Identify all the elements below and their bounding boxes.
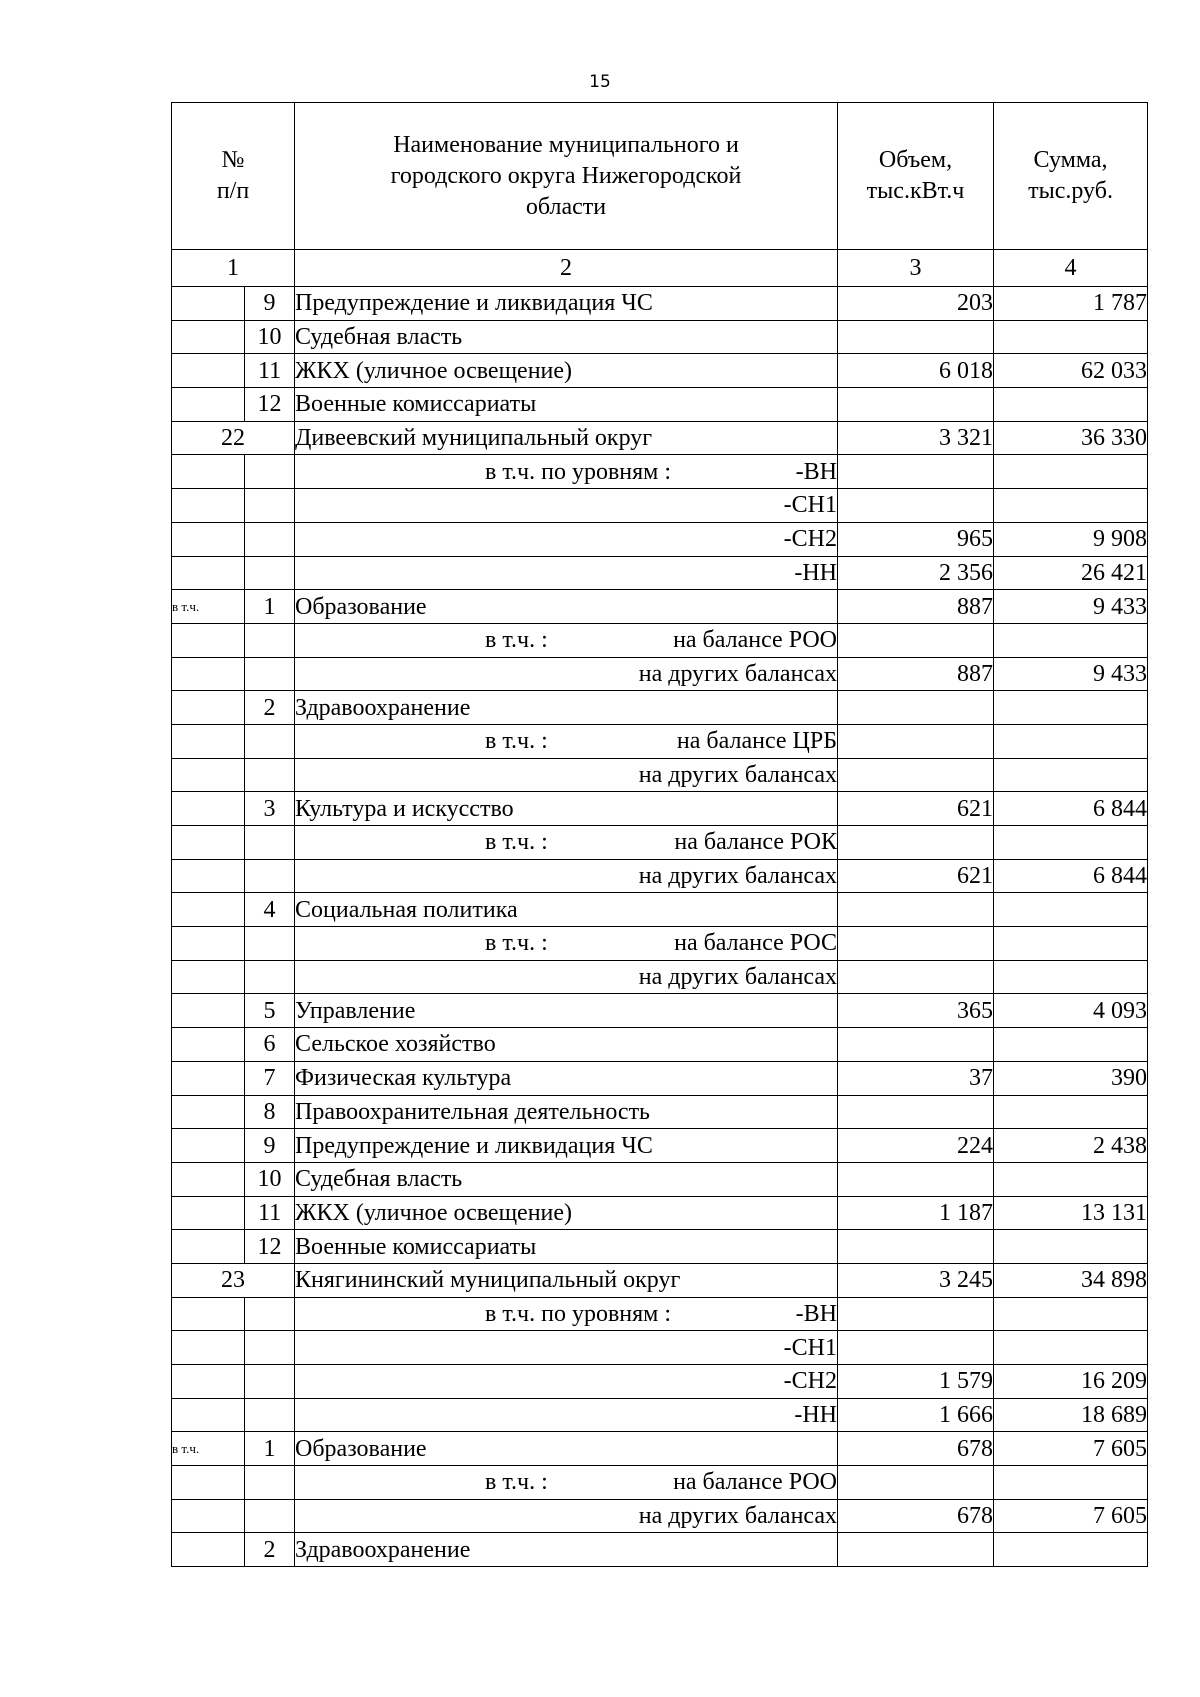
row-sub-name: [295, 455, 838, 489]
row-sum: 6 844: [994, 859, 1148, 893]
row-item-number: 9: [245, 1129, 295, 1163]
row-sum: 4 093: [994, 994, 1148, 1028]
row-note: [172, 1466, 245, 1500]
row-item-number: [245, 1297, 295, 1331]
row-item-number: [245, 657, 295, 691]
row-name: ЖКХ (уличное освещение): [295, 354, 838, 388]
row-sum: [994, 724, 1148, 758]
header-num: № п/п: [172, 103, 295, 250]
row-note: [172, 1331, 245, 1365]
row-sub-value: -НН: [794, 559, 838, 586]
table-row: [172, 1466, 1148, 1500]
row-volume: 6 018: [838, 354, 994, 388]
row-sum: [994, 1297, 1148, 1331]
table-row: [172, 927, 1148, 961]
row-name: Образование: [295, 1432, 838, 1466]
row-sub-value: -СН2: [783, 526, 838, 553]
table-row: [172, 657, 1148, 691]
row-volume: 365: [838, 994, 994, 1028]
row-volume: 2 356: [838, 556, 994, 590]
row-sub-name: [295, 1466, 838, 1500]
table-row: [172, 1398, 1148, 1432]
row-volume: 1 187: [838, 1196, 994, 1230]
table-row: [172, 1499, 1148, 1533]
row-item-number: [245, 1466, 295, 1500]
row-name: Здравоохранение: [295, 691, 838, 725]
row-note: [172, 1028, 245, 1062]
row-sub-name: [295, 1365, 838, 1399]
row-volume: 37: [838, 1061, 994, 1095]
row-item-number: 10: [245, 320, 295, 354]
row-sum: [994, 1533, 1148, 1567]
table-row: [172, 287, 1148, 321]
row-item-number: [245, 1365, 295, 1399]
row-note: [172, 758, 245, 792]
row-item-number: [245, 758, 295, 792]
row-note: [172, 826, 245, 860]
row-note: [172, 489, 245, 523]
row-item-number: 7: [245, 1061, 295, 1095]
table-row: [172, 1297, 1148, 1331]
row-volume: 678: [838, 1432, 994, 1466]
table-row: [172, 1095, 1148, 1129]
table-row: [172, 1365, 1148, 1399]
row-sum: [994, 1095, 1148, 1129]
table-row: [172, 960, 1148, 994]
table-row: [172, 522, 1148, 556]
district-number: 22: [172, 421, 295, 455]
row-sub-value: на других балансах: [638, 863, 838, 890]
row-sum: 18 689: [994, 1398, 1148, 1432]
row-note: [172, 691, 245, 725]
row-item-number: 6: [245, 1028, 295, 1062]
row-sum: 7 605: [994, 1499, 1148, 1533]
table-row: [172, 826, 1148, 860]
column-number: 3: [838, 250, 994, 287]
row-volume: [838, 1331, 994, 1365]
row-sum: [994, 1466, 1148, 1500]
row-volume: 3 321: [838, 421, 994, 455]
row-sub-name: [295, 1499, 838, 1533]
table-row: [172, 1263, 1148, 1297]
row-sub-name: [295, 522, 838, 556]
row-item-number: 10: [245, 1162, 295, 1196]
row-sum: [994, 623, 1148, 657]
row-name: Здравоохранение: [295, 1533, 838, 1567]
row-sum: 13 131: [994, 1196, 1148, 1230]
row-sub-value: на других балансах: [638, 660, 838, 687]
row-item-number: [245, 1398, 295, 1432]
row-sub-value: на балансе РОО: [673, 1469, 838, 1496]
row-volume: 621: [838, 859, 994, 893]
row-item-number: 12: [245, 1230, 295, 1264]
row-item-number: 11: [245, 1196, 295, 1230]
row-note: [172, 354, 245, 388]
row-sub-value: -ВН: [795, 1300, 838, 1327]
row-sum: [994, 1230, 1148, 1264]
row-sum: 1 787: [994, 287, 1148, 321]
header-row: [172, 103, 1148, 250]
row-name: Управление: [295, 994, 838, 1028]
row-note: [172, 623, 245, 657]
row-sub-value: на балансе ЦРБ: [676, 728, 838, 755]
row-sub-value: -НН: [794, 1402, 838, 1429]
district-number: 23: [172, 1263, 295, 1297]
row-sub-name: [295, 556, 838, 590]
row-volume: [838, 623, 994, 657]
table-row: [172, 1196, 1148, 1230]
row-sub-value: на балансе РОО: [673, 627, 838, 654]
row-note: [172, 388, 245, 422]
row-item-number: 5: [245, 994, 295, 1028]
row-note: [172, 287, 245, 321]
row-sub-value: на других балансах: [638, 1503, 838, 1530]
row-name: Предупреждение и ликвидация ЧС: [295, 287, 838, 321]
row-sum: 26 421: [994, 556, 1148, 590]
row-sub-lead: в т.ч. :: [485, 627, 548, 654]
row-sub-name: [295, 489, 838, 523]
row-sum: 62 033: [994, 354, 1148, 388]
row-sub-name: [295, 927, 838, 961]
table-row: [172, 758, 1148, 792]
row-name: ЖКХ (уличное освещение): [295, 1196, 838, 1230]
row-note: в т.ч.: [172, 590, 245, 624]
row-item-number: [245, 556, 295, 590]
table-row: [172, 354, 1148, 388]
row-sum: 16 209: [994, 1365, 1148, 1399]
row-item-number: [245, 960, 295, 994]
row-item-number: 2: [245, 691, 295, 725]
row-name: Предупреждение и ликвидация ЧС: [295, 1129, 838, 1163]
row-note: [172, 1398, 245, 1432]
row-sum: [994, 455, 1148, 489]
table-row: [172, 1230, 1148, 1264]
row-item-number: 9: [245, 287, 295, 321]
table-row: [172, 1533, 1148, 1567]
row-item-number: [245, 724, 295, 758]
row-note: [172, 1297, 245, 1331]
row-sub-name: [295, 758, 838, 792]
row-note: [172, 859, 245, 893]
row-volume: [838, 893, 994, 927]
row-item-number: [245, 489, 295, 523]
row-sub-name: [295, 623, 838, 657]
row-note: [172, 1230, 245, 1264]
row-note: [172, 1365, 245, 1399]
table-row: [172, 556, 1148, 590]
row-note: [172, 556, 245, 590]
table-row: [172, 623, 1148, 657]
row-sub-value: на балансе РОК: [674, 829, 838, 856]
row-note: [172, 792, 245, 826]
table-row: [172, 1162, 1148, 1196]
row-item-number: 1: [245, 1432, 295, 1466]
row-sum: [994, 893, 1148, 927]
column-number: 2: [295, 250, 838, 287]
row-volume: [838, 927, 994, 961]
row-sum: [994, 960, 1148, 994]
table-row: [172, 421, 1148, 455]
row-item-number: [245, 623, 295, 657]
row-item-number: [245, 826, 295, 860]
row-sub-name: [295, 1297, 838, 1331]
row-sum: [994, 927, 1148, 961]
table-row: [172, 1028, 1148, 1062]
table-row: [172, 1061, 1148, 1095]
row-sum: 390: [994, 1061, 1148, 1095]
row-volume: [838, 691, 994, 725]
row-note: [172, 1095, 245, 1129]
row-note: [172, 994, 245, 1028]
row-sum: [994, 1162, 1148, 1196]
row-note: [172, 1533, 245, 1567]
row-name: Военные комиссариаты: [295, 388, 838, 422]
row-sub-lead: в т.ч. :: [485, 1469, 548, 1496]
row-volume: 965: [838, 522, 994, 556]
row-volume: [838, 724, 994, 758]
row-sub-value: на балансе РОС: [674, 930, 838, 957]
row-item-number: [245, 1331, 295, 1365]
table-row: [172, 590, 1148, 624]
row-volume: [838, 1095, 994, 1129]
row-sub-value: -ВН: [795, 458, 838, 485]
row-sum: [994, 489, 1148, 523]
row-note: [172, 522, 245, 556]
row-volume: 621: [838, 792, 994, 826]
row-volume: [838, 826, 994, 860]
row-item-number: 3: [245, 792, 295, 826]
row-sum: [994, 388, 1148, 422]
row-sum: 9 433: [994, 657, 1148, 691]
row-sub-name: [295, 859, 838, 893]
row-item-number: [245, 1499, 295, 1533]
row-volume: 1 666: [838, 1398, 994, 1432]
row-name: Правоохранительная деятельность: [295, 1095, 838, 1129]
row-note: в т.ч.: [172, 1432, 245, 1466]
row-note: [172, 927, 245, 961]
page-number: 15: [589, 72, 611, 92]
row-note: [172, 1196, 245, 1230]
row-note: [172, 1061, 245, 1095]
table-row: [172, 455, 1148, 489]
row-item-number: 8: [245, 1095, 295, 1129]
row-item-number: 1: [245, 590, 295, 624]
column-number: 1: [172, 250, 295, 287]
row-sum: [994, 758, 1148, 792]
row-volume: [838, 1028, 994, 1062]
row-item-number: 12: [245, 388, 295, 422]
table-row: [172, 859, 1148, 893]
row-volume: [838, 388, 994, 422]
row-item-number: [245, 927, 295, 961]
row-sum: [994, 826, 1148, 860]
row-sub-value: -СН1: [783, 1334, 838, 1361]
row-item-number: 2: [245, 1533, 295, 1567]
row-sum: [994, 1028, 1148, 1062]
row-volume: [838, 455, 994, 489]
table-row: [172, 994, 1148, 1028]
row-volume: [838, 1162, 994, 1196]
row-name: Физическая культура: [295, 1061, 838, 1095]
row-volume: [838, 1297, 994, 1331]
row-note: [172, 893, 245, 927]
row-name: Социальная политика: [295, 893, 838, 927]
row-name: Судебная власть: [295, 320, 838, 354]
row-sub-value: на других балансах: [638, 761, 838, 788]
row-sub-value: -СН1: [783, 492, 838, 519]
row-item-number: 11: [245, 354, 295, 388]
row-note: [172, 1162, 245, 1196]
row-volume: [838, 1230, 994, 1264]
row-note: [172, 657, 245, 691]
row-sum: 36 330: [994, 421, 1148, 455]
row-note: [172, 1499, 245, 1533]
table-row: [172, 724, 1148, 758]
header-volume: Объем, тыс.кВт.ч: [838, 103, 994, 250]
row-sub-value: на других балансах: [638, 964, 838, 991]
row-sub-name: [295, 1331, 838, 1365]
row-item-number: [245, 522, 295, 556]
row-sub-name: [295, 657, 838, 691]
table-row: [172, 893, 1148, 927]
row-sub-lead: в т.ч. по уровням :: [485, 1300, 672, 1327]
header-name: Наименование муниципального и городского округа Нижегородской области: [295, 103, 838, 250]
row-sum: [994, 691, 1148, 725]
row-name: Княгининский муниципальный округ: [295, 1263, 838, 1297]
row-volume: 1 579: [838, 1365, 994, 1399]
table-row: [172, 1432, 1148, 1466]
row-name: Судебная власть: [295, 1162, 838, 1196]
row-sub-lead: в т.ч. :: [485, 829, 548, 856]
row-volume: 224: [838, 1129, 994, 1163]
row-sub-name: [295, 960, 838, 994]
table-row: [172, 1331, 1148, 1365]
header-sum: Сумма, тыс.руб.: [994, 103, 1148, 250]
row-sub-name: [295, 724, 838, 758]
row-note: [172, 1129, 245, 1163]
row-name: Дивеевский муниципальный округ: [295, 421, 838, 455]
row-volume: 3 245: [838, 1263, 994, 1297]
row-volume: [838, 1533, 994, 1567]
row-name: Образование: [295, 590, 838, 624]
row-note: [172, 320, 245, 354]
row-sum: 34 898: [994, 1263, 1148, 1297]
row-item-number: [245, 859, 295, 893]
row-sum: [994, 1331, 1148, 1365]
row-volume: [838, 960, 994, 994]
row-sub-lead: в т.ч. :: [485, 728, 548, 755]
row-sub-name: [295, 826, 838, 860]
energy-consumption-table: [171, 102, 1148, 1567]
row-sub-lead: в т.ч. :: [485, 930, 548, 957]
row-volume: [838, 489, 994, 523]
row-sub-value: -СН2: [783, 1368, 838, 1395]
row-sub-lead: в т.ч. по уровням :: [485, 458, 672, 485]
row-note: [172, 960, 245, 994]
row-name: Сельское хозяйство: [295, 1028, 838, 1062]
row-sum: 7 605: [994, 1432, 1148, 1466]
row-sum: 9 433: [994, 590, 1148, 624]
table-row: [172, 1129, 1148, 1163]
row-sum: 6 844: [994, 792, 1148, 826]
row-name: Военные комиссариаты: [295, 1230, 838, 1264]
table-row: [172, 792, 1148, 826]
row-volume: 887: [838, 657, 994, 691]
row-item-number: 4: [245, 893, 295, 927]
row-volume: 203: [838, 287, 994, 321]
row-note: [172, 724, 245, 758]
row-sum: [994, 320, 1148, 354]
column-number: 4: [994, 250, 1148, 287]
table-row: [172, 388, 1148, 422]
column-number-row: [172, 250, 1148, 287]
row-volume: [838, 1466, 994, 1500]
table-row: [172, 489, 1148, 523]
row-sub-name: [295, 1398, 838, 1432]
table-row: [172, 691, 1148, 725]
row-note: [172, 455, 245, 489]
row-volume: 887: [838, 590, 994, 624]
row-sum: 2 438: [994, 1129, 1148, 1163]
row-sum: 9 908: [994, 522, 1148, 556]
table-row: [172, 320, 1148, 354]
row-volume: [838, 320, 994, 354]
row-name: Культура и искусство: [295, 792, 838, 826]
row-volume: [838, 758, 994, 792]
row-item-number: [245, 455, 295, 489]
row-volume: 678: [838, 1499, 994, 1533]
